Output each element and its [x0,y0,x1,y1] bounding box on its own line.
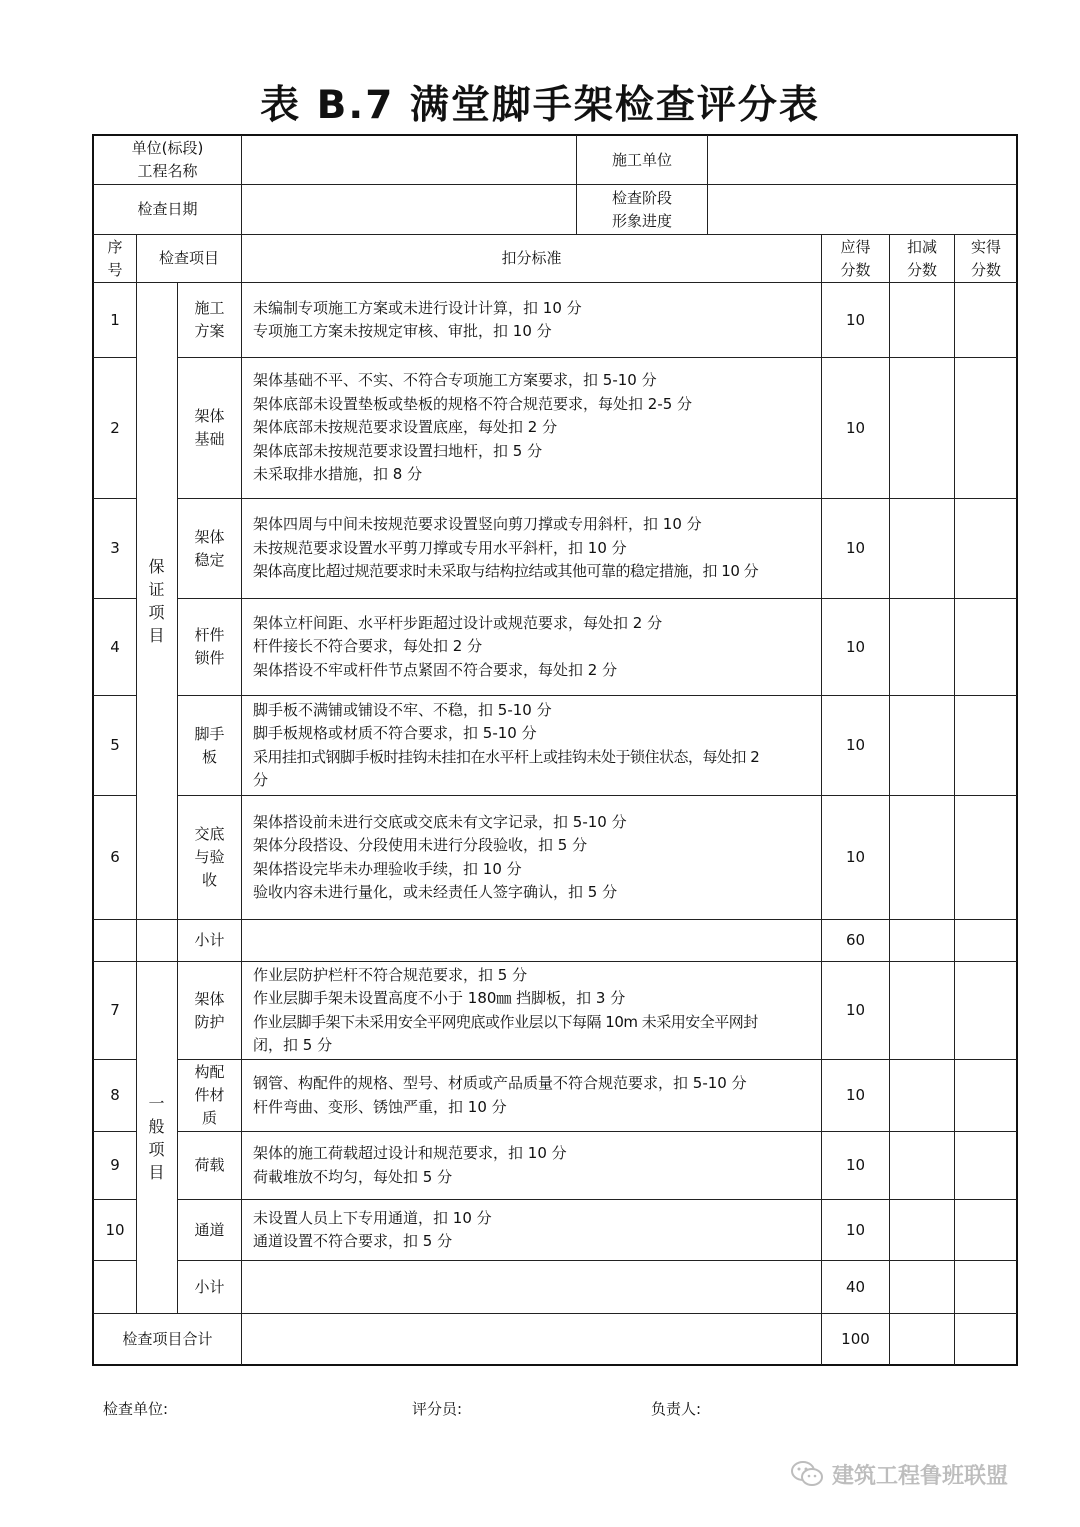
rule [177,1260,1017,1261]
col-header-item: 检查项目 [158,249,219,267]
row-no: 4 [110,637,120,656]
construction-unit-label: 施工单位 [611,150,672,169]
group-guarantee: 保证项目 [148,557,165,645]
col-header-criteria: 扣分标准 [501,249,562,267]
row-score: 10 [845,539,866,557]
subtotal-label: 小计 [194,931,225,949]
row-criteria: 架体搭设前未进行交底或交底未有文字记录，扣 5-10 分 架体分段搭设、分段使用未进行分段验收，扣 5 分 架体搭设完毕未办理验收手续，扣 10 分 验收内容未进行量化，或未经责任人签字确认，扣 5 分 [253,812,627,901]
row-criteria: 架体的施工荷载超过设计和规范要求，扣 10 分 荷載堆放不均匀，每处扣 5 分 [253,1144,567,1186]
col-header-due: 应得 分数 [840,237,871,279]
row-criteria: 架体立杆间距、水平杆步距超过设计或规范要求，每处扣 2 分 杆件接长不符合要求，每处扣 2 分 架体搭设不牢或杆件节点紧固不符合要求，每处扣 2 分 [253,613,663,679]
total-label: 检查项目合计 [122,1330,213,1348]
responsible-label: 负责人: [651,1400,702,1418]
row-item-name: 构配 件材 质 [194,1063,225,1127]
row-score: 10 [845,1156,866,1174]
row-score: 10 [845,310,866,329]
row-score: 10 [845,1086,866,1104]
subtotal-score: 40 [845,1277,866,1296]
wechat-icon [790,1459,824,1489]
unit-name-label: 单位(标段) 工程名称 [131,139,204,180]
total-score: 100 [841,1330,870,1348]
col-header-no: 序 号 [107,237,123,279]
watermark [790,1456,1008,1492]
rule [707,135,708,234]
col-header-deduct: 扣减 分数 [906,237,937,279]
rule [889,234,890,1365]
row-no: 1 [110,310,120,329]
row-criteria: 脚手板不满铺或铺设不牢、不稳，扣 5-10 分 脚手板规格或材质不符合要求，扣 5-10 分 采用挂扣式钢脚手板时挂钩未挂扣在水平杆上或挂钩未处于锁住状态，每处扣 2 分 [253,700,760,789]
row-score: 10 [845,736,866,754]
row-item-name: 施工 方案 [194,299,225,340]
row-score: 10 [845,418,866,437]
row-no: 5 [110,736,120,754]
row-no: 7 [110,1001,120,1019]
row-no: 2 [110,418,120,437]
rule [93,1260,136,1261]
page-title: 表 B.7 满堂脚手架检查评分表 [260,83,820,128]
group-general: 一般项目 [148,1093,165,1182]
subtotal-score: 60 [845,931,866,949]
row-criteria: 钢管、构配件的规格、型号、材质或产品质量不符合规范要求，扣 5-10 分 杆件弯曲、变形、锈蚀严重，扣 10 分 [253,1074,747,1116]
row-item-name: 通道 [194,1220,225,1239]
scorer-label: 评分员: [412,1400,463,1418]
inspection-date-label: 检查日期 [137,200,198,218]
inspection-stage-label: 检查阶段 形象进度 [611,188,672,230]
subtotal-label: 小计 [194,1277,225,1296]
row-item-name: 杆件 锁件 [194,626,225,667]
row-criteria: 未编制专项施工方案或未进行设计计算，扣 10 分 专项施工方案未按规定审核、审批，扣 10 分 [253,298,582,340]
row-item-name: 脚手 板 [194,724,225,766]
row-score: 10 [845,1001,866,1019]
row-criteria: 作业层防护栏杆不符合规范要求，扣 5 分 作业层脚手架未设置高度不小于 180㎜ 挡脚板，扣 3 分 作业层脚手架下未采用安全平网兜底或作业层以下每隔 10m 未采用安全平网封 闭，扣 5 分 [253,965,758,1054]
row-no: 8 [110,1086,120,1104]
row-criteria: 架体四周与中间未按规范要求设置竖向剪刀撑或专用斜杆，扣 10 分 未按规范要求设置水平剪刀撑或专用水平斜杆，扣 10 分 架体高度比超过规范要求时未采取与结构拉结或其他可靠的稳定措施，扣 10 分 [253,515,759,581]
row-item-name: 架体 基础 [194,407,225,448]
row-item-name: 架体 稳定 [194,527,225,569]
row-item-name: 荷载 [194,1156,225,1174]
row-criteria: 未设置人员上下专用通道，扣 10 分 通道设置不符合要求，扣 5 分 [253,1208,492,1250]
row-score: 10 [845,637,866,656]
rule [954,234,955,1365]
row-no: 9 [110,1156,120,1174]
row-no: 10 [105,1220,125,1239]
col-header-actual: 实得 分数 [970,237,1001,279]
row-criteria: 架体基础不平、不实、不符合专项施工方案要求，扣 5-10 分 架体底部未设置垫板或垫板的规格不符合规范要求，每处扣 2-5 分 架体底部未按规范要求设置底座，每处扣 2 分 架体底部未按规范要求设置扫地杆，扣 5 分 未采取排水措施，扣 8 分 [253,371,693,484]
rule [241,135,242,1365]
inspection-unit-label: 检查单位: [103,1400,169,1418]
row-no: 6 [110,848,120,866]
row-no: 3 [110,539,120,557]
row-item-name: 交底 与验 收 [194,825,225,889]
watermark-text: 建筑工程鲁班联盟 [832,1463,1009,1489]
row-item-name: 架体 防护 [194,989,225,1031]
row-score: 10 [845,848,866,866]
row-score: 10 [845,1220,866,1239]
